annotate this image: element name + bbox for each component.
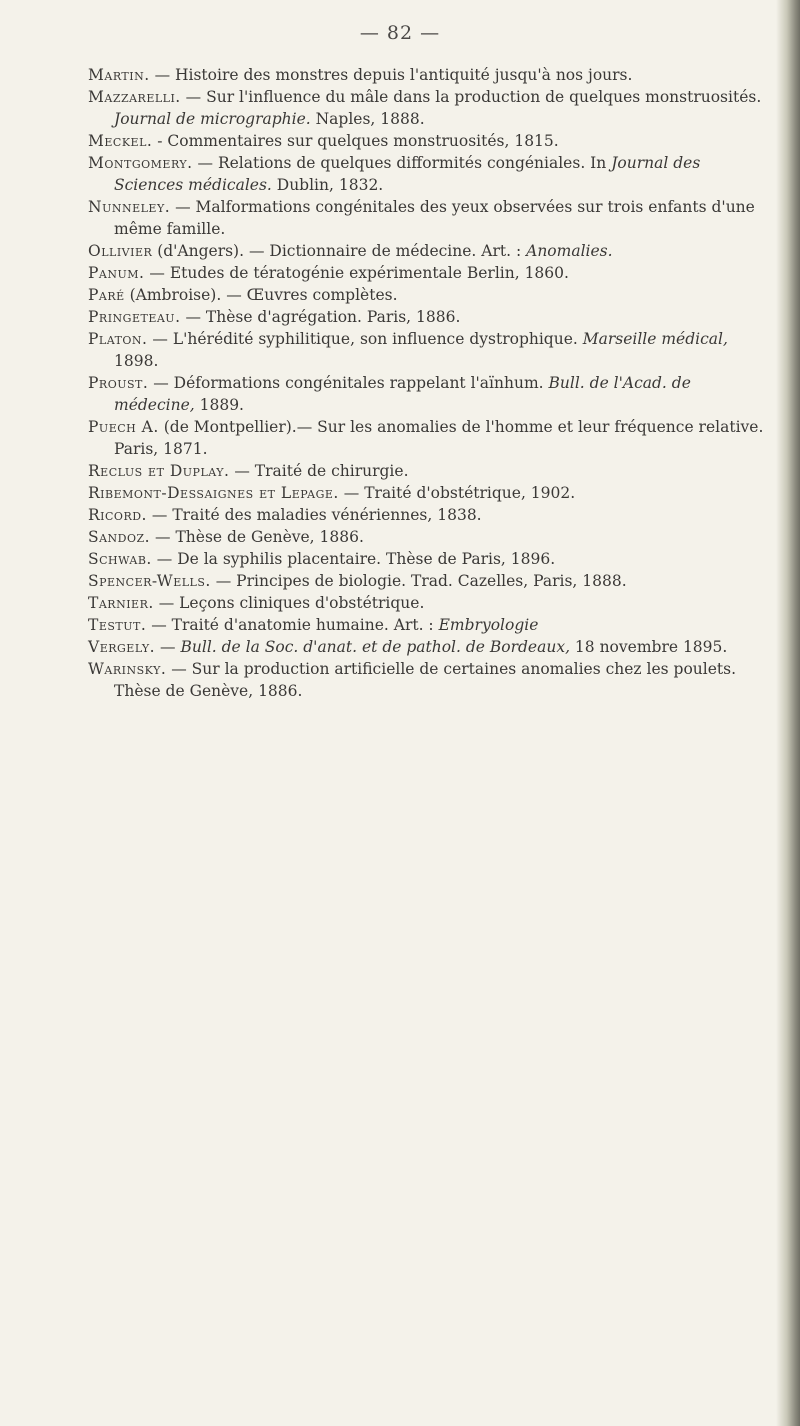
entry-text: — Leçons cliniques d'obstétrique.: [153, 594, 425, 612]
entry-author: Proust.: [88, 374, 149, 392]
bibliography-entry: [88, 570, 768, 592]
entry-text-after: Dublin, 1832.: [271, 176, 384, 194]
entry-author: Vergely.: [88, 638, 156, 656]
entry-text: — De la syphilis placentaire. Thèse de Paris, 1896.: [151, 550, 556, 568]
entry-text-after: 1889.: [194, 396, 244, 414]
bibliography-entry: [88, 284, 768, 306]
entry-text: — Traité de chirurgie.: [229, 462, 409, 480]
entry-author: Panum.: [88, 264, 145, 282]
bibliography-list: [88, 64, 768, 702]
entry-text: (d'Angers). — Dictionnaire de médecine. Art. :: [152, 242, 527, 260]
bibliography-entry: [88, 86, 768, 130]
bibliography-entry: [88, 240, 768, 262]
entry-author: Spencer-Wells.: [88, 572, 211, 590]
entry-text: —: [155, 638, 181, 656]
entry-text: — Histoire des monstres depuis l'antiquité jusqu'à nos jours.: [149, 66, 633, 84]
entry-italic-title: Embryologie: [438, 616, 539, 634]
bibliography-entry: [88, 460, 768, 482]
entry-author: Testut.: [88, 616, 147, 634]
entry-author: Sandoz.: [88, 528, 151, 546]
bibliography-entry: [88, 416, 768, 460]
bibliography-entry: [88, 658, 768, 702]
entry-text: — Sur la production artificielle de certaines anomalies chez les poulets. Thèse de Genève, 1886.: [114, 660, 737, 700]
bibliography-entry: [88, 372, 768, 416]
entry-text-after: 18 novembre 1895.: [570, 638, 728, 656]
entry-text: (de Montpellier).— Sur les anomalies de l'homme et leur fréquence relative. Paris, 1871.: [114, 418, 764, 458]
bibliography-entry: [88, 636, 768, 658]
bibliography-entry: [88, 504, 768, 526]
entry-author: Meckel.: [88, 132, 153, 150]
entry-italic-title: Bull. de la Soc. d'anat. et de pathol. de Bordeaux,: [180, 638, 570, 656]
entry-author: Martin.: [88, 66, 150, 84]
bibliography-entry: [88, 130, 768, 152]
bibliography-entry: [88, 526, 768, 548]
entry-italic-title: Marseille médical,: [582, 330, 728, 348]
entry-text: — L'hérédité syphilitique, son influence dystrophique.: [147, 330, 583, 348]
entry-author: Ribemont-Dessaignes et Lepage.: [88, 484, 339, 502]
entry-author: Paré: [88, 286, 125, 304]
entry-text: — Etudes de tératogénie expérimentale Berlin, 1860.: [144, 264, 569, 282]
entry-text: — Relations de quelques difformités congéniales. In: [192, 154, 612, 172]
entry-text: — Déformations congénitales rappelant l'aïnhum.: [148, 374, 549, 392]
bibliography-entry: [88, 614, 768, 636]
entry-author: Tarnier.: [88, 594, 154, 612]
bibliography-entry: [88, 328, 768, 372]
entry-author: Schwab.: [88, 550, 152, 568]
entry-italic-title: Bull. de l'Acad. de médecine,: [114, 374, 691, 414]
entry-author: Montgomery.: [88, 154, 193, 172]
entry-author: Puech A.: [88, 418, 159, 436]
entry-text: — Traité d'obstétrique, 1902.: [338, 484, 576, 502]
entry-text: (Ambroise). — Œuvres complètes.: [124, 286, 398, 304]
bibliography-entry: [88, 306, 768, 328]
page-binding-edge: [776, 0, 800, 1426]
bibliography-entry: [88, 262, 768, 284]
entry-text: — Malformations congénitales des yeux observées sur trois enfants d'une même famille.: [114, 198, 755, 238]
bibliography-entry: [88, 548, 768, 570]
entry-text: — Thèse de Genève, 1886.: [150, 528, 364, 546]
entry-text-after: Naples, 1888.: [310, 110, 425, 128]
bibliography-entry: [88, 152, 768, 196]
entry-author: Platon.: [88, 330, 148, 348]
entry-text-after: 1898.: [114, 352, 159, 370]
entry-italic-title: Journal de micrographie.: [114, 110, 311, 128]
entry-italic-title: Journal des Sciences médicales.: [114, 154, 701, 194]
entry-author: Ollivier: [88, 242, 153, 260]
bibliography-entry: [88, 196, 768, 240]
bibliography-entry: [88, 64, 768, 86]
entry-author: Warinsky.: [88, 660, 167, 678]
entry-author: Mazzarelli.: [88, 88, 181, 106]
bibliography-entry: [88, 482, 768, 504]
page-number: — 82 —: [359, 22, 441, 44]
entry-author: Pringeteau.: [88, 308, 181, 326]
entry-text: — Thèse d'agrégation. Paris, 1886.: [180, 308, 461, 326]
entry-text: — Traité d'anatomie humaine. Art. :: [146, 616, 439, 634]
entry-author: Reclus et Duplay.: [88, 462, 230, 480]
entry-author: Ricord.: [88, 506, 147, 524]
entry-text: — Principes de biologie. Trad. Cazelles, Paris, 1888.: [210, 572, 627, 590]
entry-text: — Traité des maladies vénériennes, 1838.: [146, 506, 482, 524]
entry-italic-title: Anomalies.: [526, 242, 613, 260]
entry-text: - Commentaires sur quelques monstruosités, 1815.: [152, 132, 559, 150]
entry-text: — Sur l'influence du mâle dans la production de quelques monstruosités.: [180, 88, 762, 106]
entry-author: Nunneley.: [88, 198, 171, 216]
bibliography-entry: [88, 592, 768, 614]
